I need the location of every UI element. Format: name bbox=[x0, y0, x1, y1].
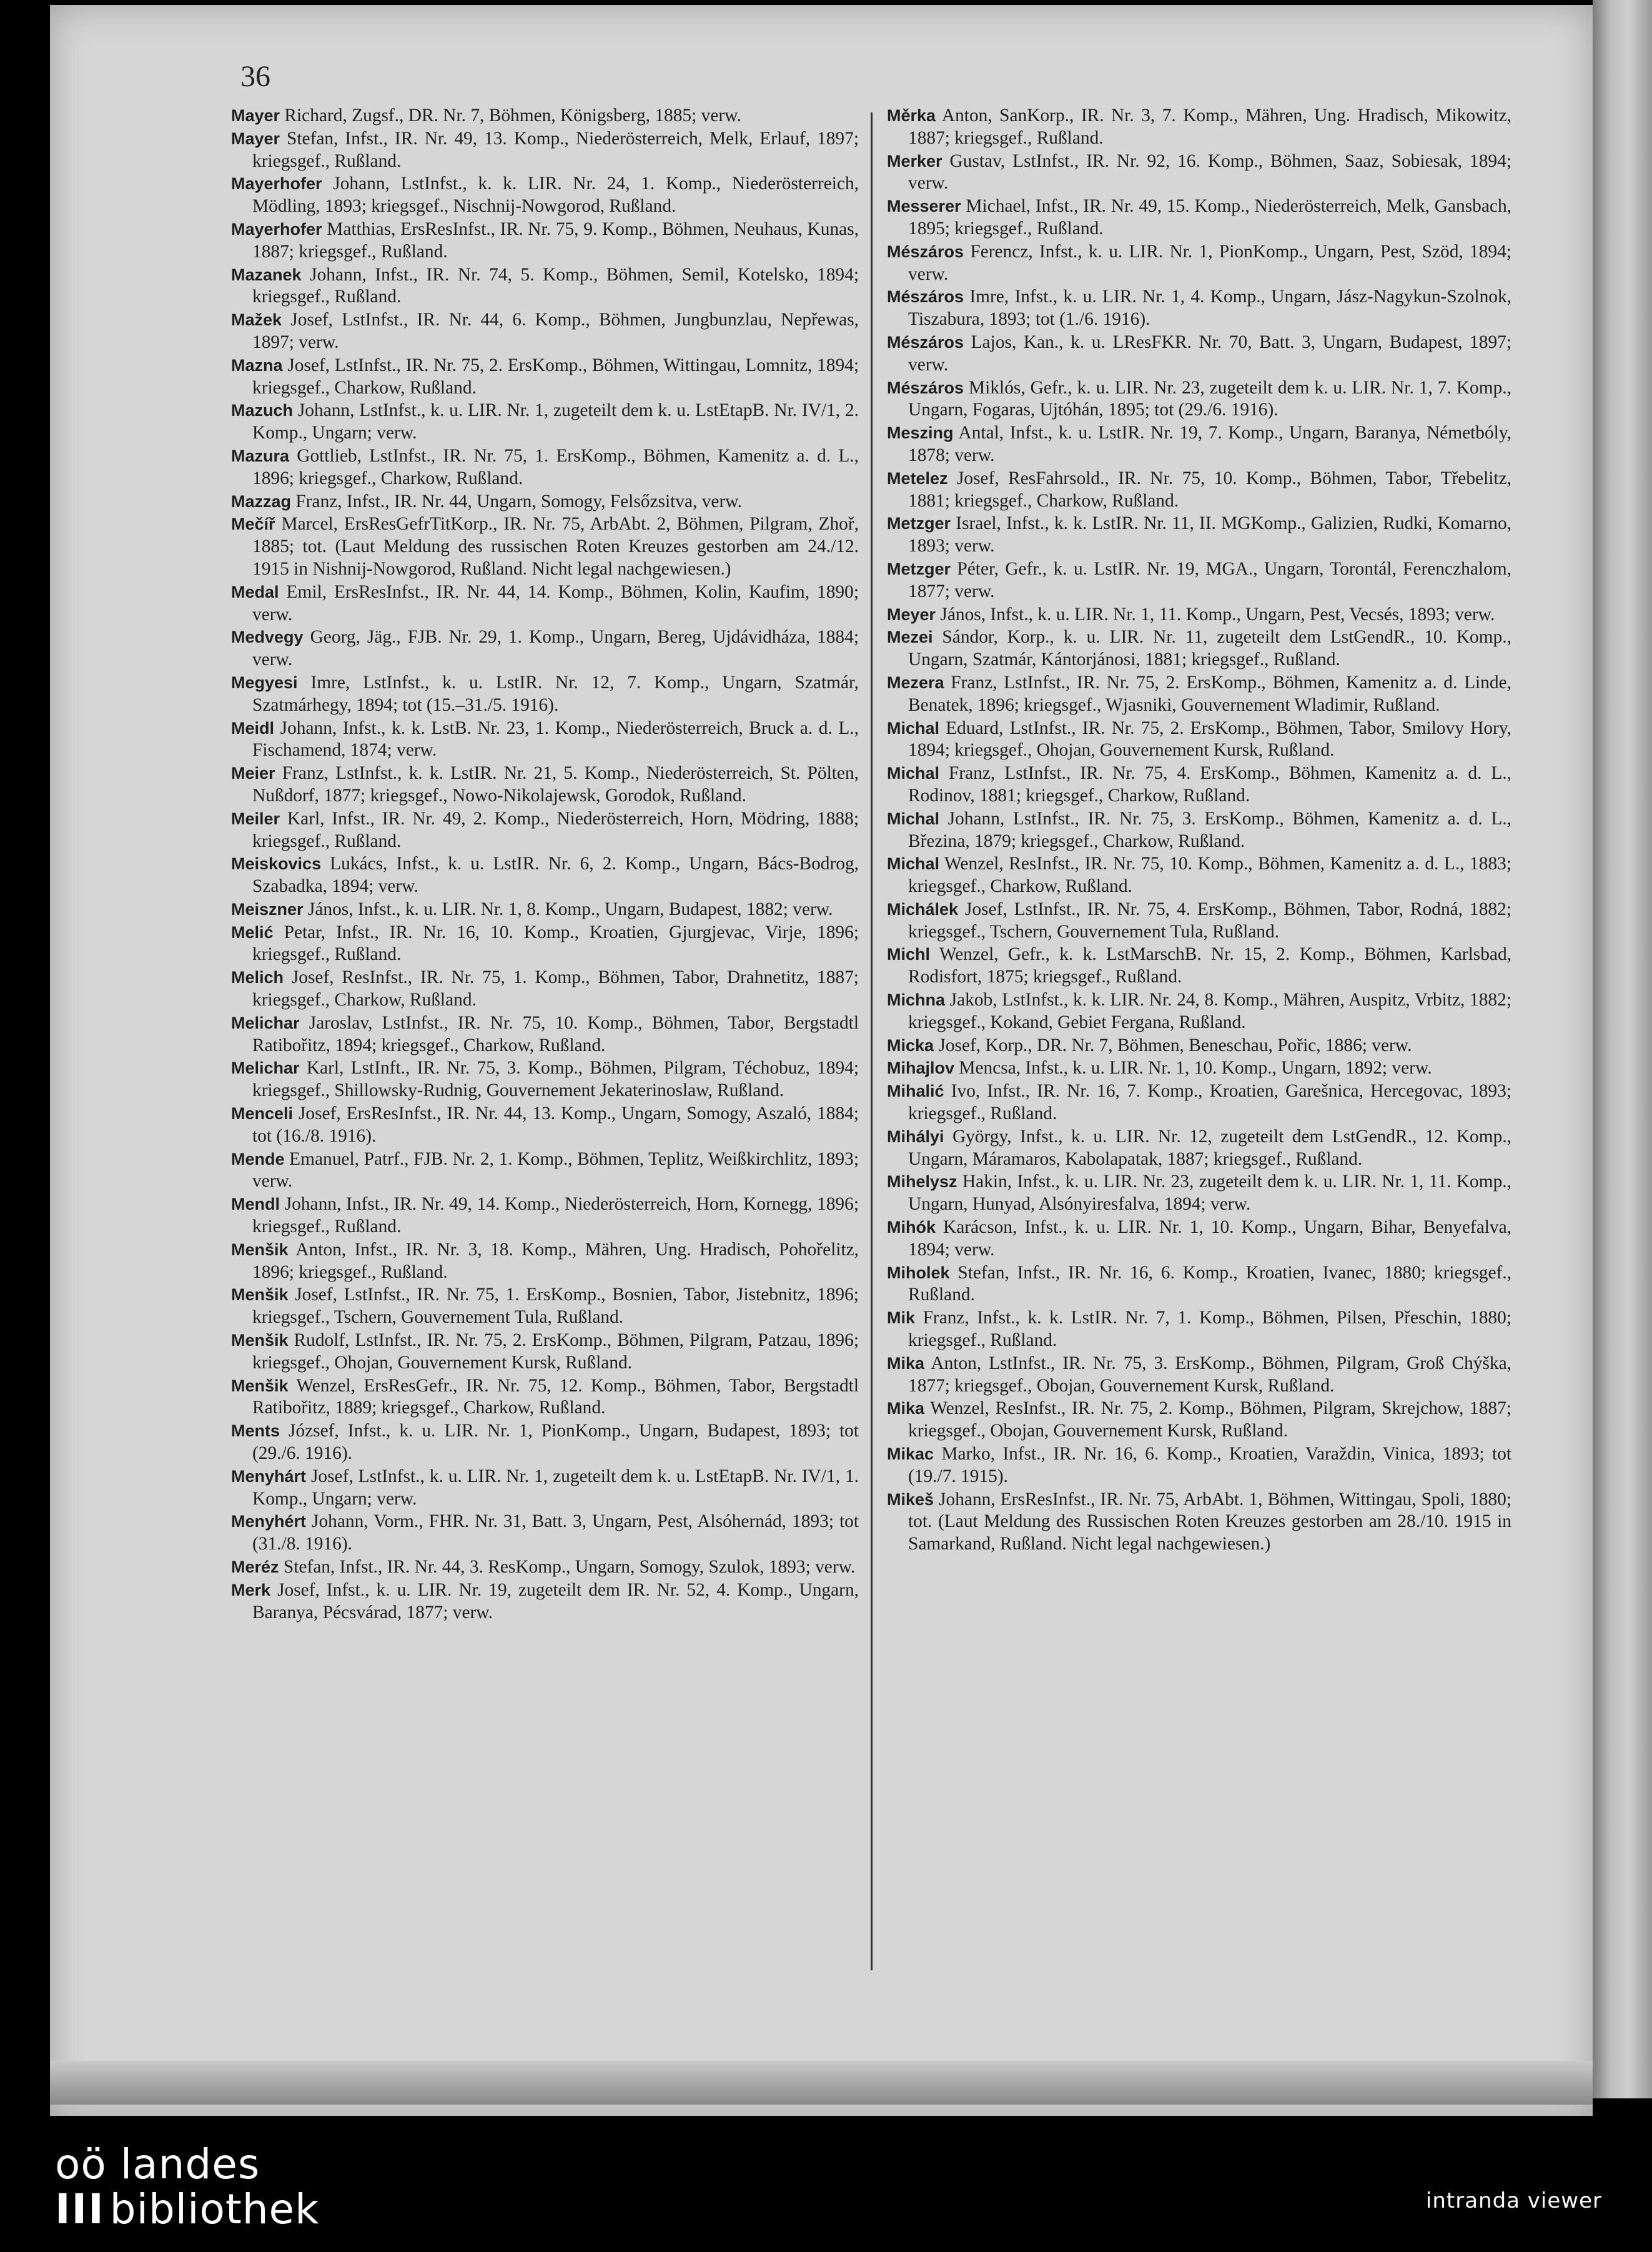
register-entry bbox=[231, 1012, 859, 1057]
register-entry bbox=[887, 1057, 1511, 1080]
register-entry bbox=[231, 672, 859, 717]
entry-details: Johann, ErsResInfst., IR. Nr. 75, ArbAbt. 1, Böhmen, Wittingau, Spoli, 1880; tot. (Laut Meldung des Russischen Roten Kreuzes gestorben am 28./10. 1915 in Samarkand, Rußland. Nicht legal nachgewiesen.) bbox=[908, 1489, 1511, 1554]
entry-details: Richard, Zugsf., DR. Nr. 7, Böhmen, Königsberg, 1885; verw. bbox=[284, 106, 741, 126]
entry-surname: Melichar bbox=[231, 1059, 300, 1078]
entry-surname: Mazna bbox=[231, 355, 283, 375]
entry-surname: Mészáros bbox=[887, 287, 964, 307]
entry-details: Sándor, Korp., k. u. LIR. Nr. 11, zugeteilt dem LstGendR., 10. Komp., Ungarn, Szatmár, Kántorjánosi, 1881; kriegsgef., Rußland. bbox=[908, 627, 1511, 670]
entry-details: Marko, Infst., IR. Nr. 16, 6. Komp., Kroatien, Varaždin, Vinica, 1893; tot (19./7. 1915). bbox=[908, 1444, 1511, 1486]
register-entry bbox=[231, 626, 859, 671]
entry-details: János, Infst., k. u. LIR. Nr. 1, 11. Komp., Ungarn, Pest, Vecsés, 1893; verw. bbox=[940, 604, 1495, 625]
entry-surname: Mihályi bbox=[887, 1127, 944, 1146]
entry-details: Josef, Korp., DR. Nr. 7, Böhmen, Beneschau, Pořic, 1886; verw. bbox=[938, 1035, 1412, 1055]
entry-surname: Menšik bbox=[231, 1285, 289, 1305]
register-entry bbox=[231, 1556, 859, 1579]
register-entry bbox=[231, 967, 859, 1012]
entry-surname: Megyesi bbox=[231, 673, 298, 692]
register-entry bbox=[231, 513, 859, 580]
entry-surname: Mayerhofer bbox=[231, 174, 322, 194]
register-entry bbox=[887, 513, 1511, 558]
entry-details: Israel, Infst., k. k. LstIR. Nr. 11, II. MGKomp., Galizien, Rudki, Komarno, 1893; verw. bbox=[908, 513, 1511, 556]
register-entry bbox=[231, 718, 859, 763]
entry-details: Johann, LstInfst., k. u. LIR. Nr. 1, zugeteilt dem k. u. LstEtapB. Nr. IV/1, 2. Komp., Ungarn; verw. bbox=[252, 400, 859, 443]
entry-surname: Merk bbox=[231, 1580, 271, 1599]
register-entry bbox=[887, 626, 1511, 671]
entry-surname: Melić bbox=[231, 922, 274, 942]
register-entry bbox=[231, 853, 859, 898]
entry-surname: Mayer bbox=[231, 106, 280, 125]
register-entry bbox=[231, 355, 859, 400]
entry-details: Johann, Infst., IR. Nr. 49, 14. Komp., Niederösterreich, Horn, Kornegg, 1896; kriegsgef., Rußland. bbox=[252, 1194, 859, 1237]
entry-details: Josef, LstInfst., IR. Nr. 75, 2. ErsKomp., Böhmen, Wittingau, Lomnitz, 1894; kriegsgef., Charkow, Rußland. bbox=[252, 355, 859, 398]
entry-details: Karl, LstInft., IR. Nr. 75, 3. Komp., Böhmen, Pilgram, Téchobuz, 1894; kriegsgef., Shillowsky-Rudnig, Gouvernement Jekaterinoslaw, Rußland. bbox=[252, 1058, 859, 1101]
entry-details: Josef, ErsResInfst., IR. Nr. 44, 13. Komp., Ungarn, Somogy, Aszaló, 1884; tot (16./8. 1916). bbox=[252, 1104, 859, 1146]
entry-details: Lukács, Infst., k. u. LstIR. Nr. 6, 2. Komp., Ungarn, Bács-Bodrog, Szabadka, 1894; verw. bbox=[252, 854, 859, 897]
entry-details: Johann, Infst., IR. Nr. 74, 5. Komp., Böhmen, Semil, Kotelsko, 1894; kriegsgef., Rußland. bbox=[252, 264, 859, 307]
entry-details: Gustav, LstInfst., IR. Nr. 92, 16. Komp., Böhmen, Saaz, Sobiesak, 1894; verw. bbox=[908, 151, 1511, 194]
entry-details: Lajos, Kan., k. u. LResFKR. Nr. 70, Batt. 3, Ungarn, Budapest, 1897; verw. bbox=[908, 332, 1511, 375]
entry-details: Franz, LstInfst., IR. Nr. 75, 4. ErsKomp., Böhmen, Kamenitz a. d. L., Rodinov, 1881; kriegsgef., Charkow, Rußland. bbox=[908, 763, 1511, 806]
entry-details: Karácson, Infst., k. u. LIR. Nr. 1, 10. Komp., Ungarn, Bihar, Benyefalva, 1894; verw. bbox=[908, 1217, 1511, 1260]
entry-surname: Mazuch bbox=[231, 401, 294, 420]
entry-surname: Menšik bbox=[231, 1331, 289, 1350]
register-entry bbox=[231, 264, 859, 309]
register-entry bbox=[887, 377, 1511, 422]
entry-details: Johann, Infst., k. k. LstB. Nr. 23, 1. Komp., Niederösterreich, Bruck a. d. L., Fischamend, 1874; verw. bbox=[252, 718, 859, 761]
entry-details: Mencsa, Infst., k. u. LIR. Nr. 1, 10. Komp., Ungarn, 1892; verw. bbox=[959, 1058, 1432, 1079]
register-entry bbox=[231, 445, 859, 490]
entry-surname: Metelez bbox=[887, 468, 948, 488]
entry-details: Josef, ResInfst., IR. Nr. 75, 1. Komp., Böhmen, Tabor, Drahnetitz, 1887; kriegsgef., Charkow, Rußland. bbox=[252, 967, 859, 1010]
page-edge-right bbox=[1593, 0, 1652, 2098]
entry-surname: Meiskovics bbox=[231, 854, 322, 874]
entry-details: Petar, Infst., IR. Nr. 16, 10. Komp., Kroatien, Gjurgjevac, Virje, 1896; kriegsgef., Rußland. bbox=[252, 922, 859, 965]
entry-surname: Mezei bbox=[887, 628, 933, 647]
register-entry bbox=[231, 1579, 859, 1624]
register-entry bbox=[231, 1466, 859, 1511]
entry-surname: Menyhért bbox=[231, 1512, 307, 1531]
entry-surname: Michal bbox=[887, 854, 940, 874]
entry-surname: Menšik bbox=[231, 1240, 289, 1259]
entry-surname: Michálek bbox=[887, 899, 959, 919]
entry-details: Ferencz, Infst., k. u. LIR. Nr. 1, PionKomp., Ungarn, Pest, Szöd, 1894; verw. bbox=[908, 241, 1511, 284]
entry-details: Antal, Infst., k. u. LstIR. Nr. 19, 7. Komp., Ungarn, Baranya, Németbóly, 1878; verw. bbox=[908, 423, 1511, 465]
entry-surname: Mihók bbox=[887, 1218, 936, 1237]
entry-details: Stefan, Infst., IR. Nr. 49, 13. Komp., Niederösterreich, Melk, Erlauf, 1897; kriegsgef., Rußland. bbox=[252, 128, 859, 171]
entry-surname: Michl bbox=[887, 945, 931, 964]
entry-details: György, Infst., k. u. LIR. Nr. 12, zugeteilt dem LstGendR., 12. Komp., Ungarn, Máramaros, Kabolapatak, 1887; kriegsgef., Rußland. bbox=[908, 1126, 1512, 1169]
entry-details: Wenzel, ErsResGefr., IR. Nr. 75, 12. Komp., Böhmen, Tabor, Bergstadtl Ratibořitz, 1889; kriegsgef., Charkow, Rußland. bbox=[252, 1375, 859, 1418]
library-logo[interactable] bbox=[55, 2142, 319, 2232]
register-entry bbox=[887, 286, 1511, 331]
register-entry bbox=[887, 944, 1511, 989]
logo-text-line2 bbox=[55, 2187, 319, 2232]
entry-surname: Meier bbox=[231, 764, 275, 783]
entry-details: Josef, Infst., k. u. LIR. Nr. 19, zugeteilt dem IR. Nr. 52, 4. Komp., Ungarn, Baranya, Pécsvárad, 1877; verw. bbox=[252, 1579, 859, 1622]
entry-surname: Meréz bbox=[231, 1558, 279, 1576]
register-entry bbox=[231, 219, 859, 264]
entry-surname: Mečíř bbox=[231, 515, 275, 534]
entry-details: Anton, SanKorp., IR. Nr. 3, 7. Komp., Mähren, Ung. Hradisch, Mikowitz, 1887; kriegsgef., Rußland. bbox=[908, 106, 1511, 148]
entry-details: Stefan, Infst., IR. Nr. 16, 6. Komp., Kroatien, Ivanec, 1880; kriegsgef., Rußland. bbox=[908, 1262, 1511, 1305]
entry-surname: Mezera bbox=[887, 673, 944, 692]
register-entry bbox=[887, 1080, 1511, 1125]
entry-surname: Medvegy bbox=[231, 628, 304, 647]
register-entry bbox=[887, 1443, 1511, 1488]
left-column bbox=[231, 105, 859, 1624]
entry-surname: Měrka bbox=[887, 106, 936, 125]
entry-details: Ivo, Infst., IR. Nr. 16, 7. Komp., Kroatien, Garešnica, Hercegovac, 1893; kriegsgef., Rußland. bbox=[908, 1081, 1511, 1124]
entry-details: Rudolf, LstInfst., IR. Nr. 75, 2. ErsKomp., Böhmen, Pilgram, Patzau, 1896; kriegsgef., Ohojan, Gouvernement Kursk, Rußland. bbox=[252, 1330, 859, 1373]
page-edge-bottom bbox=[50, 2061, 1593, 2105]
entry-details: Johann, LstInfst., k. k. LIR. Nr. 24, 1. Komp., Niederösterreich, Mödling, 1893; kriegsgef., Nischnij-Nowgorod, Rußland. bbox=[252, 174, 859, 217]
register-entry bbox=[231, 1239, 859, 1284]
entry-surname: Michal bbox=[887, 809, 940, 828]
entry-surname: Mazzag bbox=[231, 491, 292, 511]
entry-details: Franz, Infst., k. k. LstIR. Nr. 7, 1. Komp., Böhmen, Pilsen, Přeschin, 1880; kriegsgef., Rußland. bbox=[908, 1308, 1511, 1351]
entry-details: Péter, Gefr., k. u. LstIR. Nr. 19, MGA., Ungarn, Torontál, Ferenczhalom, 1877; verw. bbox=[908, 558, 1511, 601]
register-entry bbox=[887, 1398, 1511, 1443]
entry-details: Eduard, LstInfst., IR. Nr. 75, 2. ErsKomp., Böhmen, Tabor, Smilovy Hory, 1894; kriegsgef., Ohojan, Gouvernement Kursk, Rußland. bbox=[908, 718, 1511, 761]
entry-surname: Michna bbox=[887, 990, 946, 1010]
entry-details: Emanuel, Patrf., FJB. Nr. 2, 1. Komp., Böhmen, Teplitz, Weißkirchlitz, 1893; verw. bbox=[252, 1148, 859, 1192]
register-entry bbox=[231, 1420, 859, 1465]
entry-details: Wenzel, Gefr., k. k. LstMarschB. Nr. 15, 2. Komp., Böhmen, Karlsbad, Rodisfort, 1875; kriegsgef., Rußland. bbox=[908, 944, 1511, 987]
viewer-brand-label: intranda viewer bbox=[1425, 2188, 1602, 2213]
entry-details: Franz, Infst., IR. Nr. 44, Ungarn, Somogy, Felsőzsitva, verw. bbox=[295, 491, 742, 511]
entry-surname: Mészáros bbox=[887, 332, 964, 352]
entry-details: Miklós, Gefr., k. u. LIR. Nr. 23, zugeteilt dem k. u. LIR. Nr. 1, 7. Komp., Ungarn, Fogaras, Ujtóhán, 1895; tot (29./6. 1916). bbox=[908, 377, 1511, 420]
entry-surname: Mihelysz bbox=[887, 1172, 957, 1192]
entry-surname: Miholek bbox=[887, 1263, 950, 1282]
register-entry bbox=[887, 1171, 1511, 1216]
entry-surname: Metzger bbox=[887, 514, 951, 533]
register-entry bbox=[231, 1148, 859, 1193]
register-entry bbox=[231, 400, 859, 445]
entry-details: Franz, LstInfst., IR. Nr. 75, 2. ErsKomp., Böhmen, Kamenitz a. d. Linde, Benatek, 1896; kriegsgef., Wjasniki, Gouvernement Wladimir, Rußland. bbox=[908, 672, 1511, 715]
logo-text-line2-word: bibliothek bbox=[109, 2185, 320, 2233]
entry-surname: Micka bbox=[887, 1035, 934, 1055]
entry-details: Josef, LstInfst., IR. Nr. 75, 1. ErsKomp., Bosnien, Tabor, Jistebnitz, 1896; kriegsgef., Tschern, Gouvernement Tula, Rußland. bbox=[252, 1285, 859, 1328]
entry-details: Wenzel, ResInfst., IR. Nr. 75, 2. Komp., Böhmen, Pilgram, Skrejchow, 1887; kriegsgef., Obojan, Gouvernement Kursk, Rußland. bbox=[908, 1398, 1511, 1441]
entry-surname: Mik bbox=[887, 1308, 916, 1328]
entry-surname: Mihajlov bbox=[887, 1059, 955, 1078]
entry-details: Matthias, ErsResInfst., IR. Nr. 75, 9. Komp., Böhmen, Neuhaus, Kunas, 1887; kriegsgef., Rußland. bbox=[252, 219, 859, 262]
entry-details: Emil, ErsResInfst., IR. Nr. 44, 14. Komp., Böhmen, Kolin, Kaufim, 1890; verw. bbox=[252, 581, 859, 625]
register-entry bbox=[231, 581, 859, 626]
entry-details: Imre, LstInfst., k. u. LstIR. Nr. 12, 7. Komp., Ungarn, Szatmár, Szatmárhegy, 1894; tot (15.–31./5. 1916). bbox=[252, 672, 859, 715]
register-entry bbox=[231, 173, 859, 218]
entry-surname: Mészáros bbox=[887, 242, 964, 261]
entry-surname: Melichar bbox=[231, 1013, 300, 1032]
entry-surname: Menceli bbox=[231, 1104, 294, 1124]
register-entry bbox=[887, 332, 1511, 377]
register-entry bbox=[231, 1284, 859, 1329]
register-entry bbox=[887, 151, 1511, 195]
entry-surname: Mikeš bbox=[887, 1489, 934, 1509]
entry-details: Stefan, Infst., IR. Nr. 44, 3. ResKomp., Ungarn, Somogy, Szulok, 1893; verw. bbox=[283, 1557, 856, 1577]
register-entry bbox=[887, 718, 1511, 763]
register-entry bbox=[231, 808, 859, 853]
register-entry bbox=[887, 1126, 1511, 1171]
register-entry bbox=[231, 1193, 859, 1238]
entry-surname: Michal bbox=[887, 764, 940, 783]
register-entry bbox=[231, 1375, 859, 1420]
entry-details: Josef, LstInfst., k. u. LIR. Nr. 1, zugeteilt dem k. u. LstEtapB. Nr. IV/1, 1. Komp., Ungarn; verw. bbox=[252, 1466, 859, 1509]
entry-surname: Ments bbox=[231, 1421, 280, 1441]
entry-surname: Meyer bbox=[887, 605, 936, 624]
register-entry bbox=[887, 604, 1511, 626]
register-entry bbox=[231, 491, 859, 513]
entry-details: Hakin, Infst., k. u. LIR. Nr. 23, zugeteilt dem k. u. LIR. Nr. 1, 11. Komp., Ungarn, Hunyad, Alsónyiresfalva, 1894; verw. bbox=[908, 1172, 1511, 1215]
register-entry bbox=[887, 1353, 1511, 1398]
register-entry bbox=[887, 1217, 1511, 1262]
entry-surname: Meszing bbox=[887, 423, 954, 443]
register-entry bbox=[887, 195, 1511, 240]
entry-details: Wenzel, ResInfst., IR. Nr. 75, 10. Komp., Böhmen, Kamenitz a. d. L., 1883; kriegsgef., Charkow, Rußland. bbox=[908, 854, 1511, 897]
register-entry bbox=[231, 922, 859, 967]
logo-bars-icon: III bbox=[55, 2185, 105, 2233]
register-entry bbox=[887, 558, 1511, 603]
entry-surname: Messerer bbox=[887, 197, 961, 216]
register-entry bbox=[887, 422, 1511, 467]
entry-surname: Medal bbox=[231, 582, 279, 601]
entry-details: Marcel, ErsResGefrTitKorp., IR. Nr. 75, ArbAbt. 2, Böhmen, Pilgram, Zhoř, 1885; tot. (Laut Meldung des russischen Roten Kreuzes gestorben am 24./12. 1915 in Nishnij-Nowgorod, Rußland. Nicht legal nachgewiesen.) bbox=[252, 514, 859, 579]
entry-surname: Mazura bbox=[231, 446, 290, 465]
register-entry bbox=[887, 989, 1511, 1034]
register-entry bbox=[887, 672, 1511, 717]
entry-details: Franz, LstInfst., k. k. LstIR. Nr. 21, 5. Komp., Niederösterreich, St. Pölten, Nußdorf, 1877; kriegsgef., Nowo-Nikolajewsk, Gorodok, Rußland. bbox=[252, 763, 859, 806]
entry-details: Johann, LstInfst., IR. Nr. 75, 3. ErsKomp., Böhmen, Kamenitz a. d. L., Březina, 1879; kriegsgef., Charkow, Rußland. bbox=[908, 808, 1511, 851]
entry-details: Anton, LstInfst., IR. Nr. 75, 3. ErsKomp., Böhmen, Pilgram, Groß Chýška, 1877; kriegsgef., Obojan, Gouvernement Kursk, Rußland. bbox=[908, 1353, 1511, 1396]
entry-details: József, Infst., k. u. LIR. Nr. 1, PionKomp., Ungarn, Budapest, 1893; tot (29./6. 1916). bbox=[252, 1421, 859, 1464]
register-entry bbox=[231, 1103, 859, 1148]
register-entry bbox=[887, 1307, 1511, 1352]
page-number: 36 bbox=[240, 60, 270, 93]
entry-surname: Mende bbox=[231, 1149, 285, 1168]
register-entry bbox=[887, 763, 1511, 807]
register-entry bbox=[887, 808, 1511, 853]
entry-details: Josef, ResFahrsold., IR. Nr. 75, 10. Komp., Böhmen, Tabor, Třebelitz, 1881; kriegsgef., Charkow, Rußland. bbox=[908, 468, 1511, 511]
entry-surname: Merker bbox=[887, 151, 942, 170]
entry-details: Josef, LstInfst., IR. Nr. 44, 6. Komp., Böhmen, Jungbunzlau, Nepřewas, 1897; verw. bbox=[252, 310, 859, 352]
entry-surname: Meiszner bbox=[231, 899, 304, 919]
entry-surname: Mayer bbox=[231, 129, 280, 148]
register-entry bbox=[231, 1511, 859, 1556]
entry-details: Karl, Infst., IR. Nr. 49, 2. Komp., Niederösterreich, Horn, Mödring, 1888; kriegsgef., Rußland. bbox=[252, 808, 859, 851]
entry-details: Anton, Infst., IR. Nr. 3, 18. Komp., Mähren, Ung. Hradisch, Pohořelitz, 1896; kriegsgef., Rußland. bbox=[252, 1239, 859, 1282]
entry-details: Imre, Infst., k. u. LIR. Nr. 1, 4. Komp., Ungarn, Jász-Nagykun-Szolnok, Tiszabura, 1893; tot (1./6. 1916). bbox=[908, 287, 1512, 330]
register-entry bbox=[231, 309, 859, 354]
register-entry bbox=[231, 1330, 859, 1375]
entry-surname: Meiler bbox=[231, 809, 280, 828]
entry-details: Georg, Jäg., FJB. Nr. 29, 1. Komp., Ungarn, Bereg, Ujdávidháza, 1884; verw. bbox=[252, 627, 859, 670]
entry-surname: Menšik bbox=[231, 1376, 289, 1395]
register-entry bbox=[231, 763, 859, 807]
entry-surname: Mika bbox=[887, 1353, 925, 1373]
register-entry bbox=[887, 853, 1511, 898]
logo-text-line1: oö landes bbox=[55, 2140, 260, 2188]
register-entry bbox=[887, 105, 1511, 150]
entry-surname: Michal bbox=[887, 718, 940, 738]
entry-details: Josef, LstInfst., IR. Nr. 75, 4. ErsKomp., Böhmen, Tabor, Rodná, 1882; kriegsgef., Tschern, Gouvernement Tula, Rußland. bbox=[908, 899, 1511, 942]
entry-details: Gottlieb, LstInfst., IR. Nr. 75, 1. ErsKomp., Böhmen, Kamenitz a. d. L., 1896; kriegsgef., Charkow, Rußland. bbox=[252, 445, 859, 488]
entry-details: Michael, Infst., IR. Nr. 49, 15. Komp., Niederösterreich, Melk, Gansbach, 1895; kriegsgef., Rußland. bbox=[908, 196, 1511, 239]
entry-surname: Mazanek bbox=[231, 265, 302, 284]
entry-surname: Mikac bbox=[887, 1445, 934, 1464]
entry-surname: Mažek bbox=[231, 310, 282, 330]
register-entry bbox=[887, 1262, 1511, 1307]
right-column bbox=[887, 105, 1511, 1556]
register-entry bbox=[231, 128, 859, 173]
entry-surname: Mika bbox=[887, 1399, 925, 1418]
entry-details: János, Infst., k. u. LIR. Nr. 1, 8. Komp., Ungarn, Budapest, 1882; verw. bbox=[307, 899, 833, 919]
entry-details: Johann, Vorm., FHR. Nr. 31, Batt. 3, Ungarn, Pest, Alsóhernád, 1893; tot (31./8. 1916). bbox=[252, 1511, 859, 1554]
entry-surname: Mészáros bbox=[887, 378, 964, 397]
register-entry bbox=[887, 899, 1511, 944]
register-entry bbox=[887, 468, 1511, 513]
entry-surname: Melich bbox=[231, 968, 284, 987]
register-entry bbox=[887, 241, 1511, 286]
entry-surname: Metzger bbox=[887, 559, 951, 578]
entry-surname: Mayerhofer bbox=[231, 219, 322, 239]
register-entry bbox=[231, 105, 859, 127]
entry-surname: Meidl bbox=[231, 718, 275, 738]
register-entry bbox=[231, 899, 859, 921]
entry-details: Jaroslav, LstInfst., IR. Nr. 75, 10. Komp., Böhmen, Tabor, Bergstadtl Ratibořitz, 1894; kriegsgef., Charkow, Rußland. bbox=[252, 1012, 859, 1055]
entry-surname: Mihalić bbox=[887, 1082, 944, 1101]
entry-surname: Menyhárt bbox=[231, 1466, 307, 1486]
register-entry bbox=[231, 1057, 859, 1102]
column-divider bbox=[871, 112, 873, 1970]
entry-surname: Mendl bbox=[231, 1195, 280, 1214]
register-entry bbox=[887, 1489, 1511, 1556]
entry-details: Jakob, LstInfst., k. k. LIR. Nr. 24, 8. Komp., Mähren, Auspitz, Vrbitz, 1882; kriegsgef., Kokand, Gebiet Fergana, Rußland. bbox=[908, 990, 1511, 1032]
register-entry bbox=[887, 1035, 1511, 1057]
